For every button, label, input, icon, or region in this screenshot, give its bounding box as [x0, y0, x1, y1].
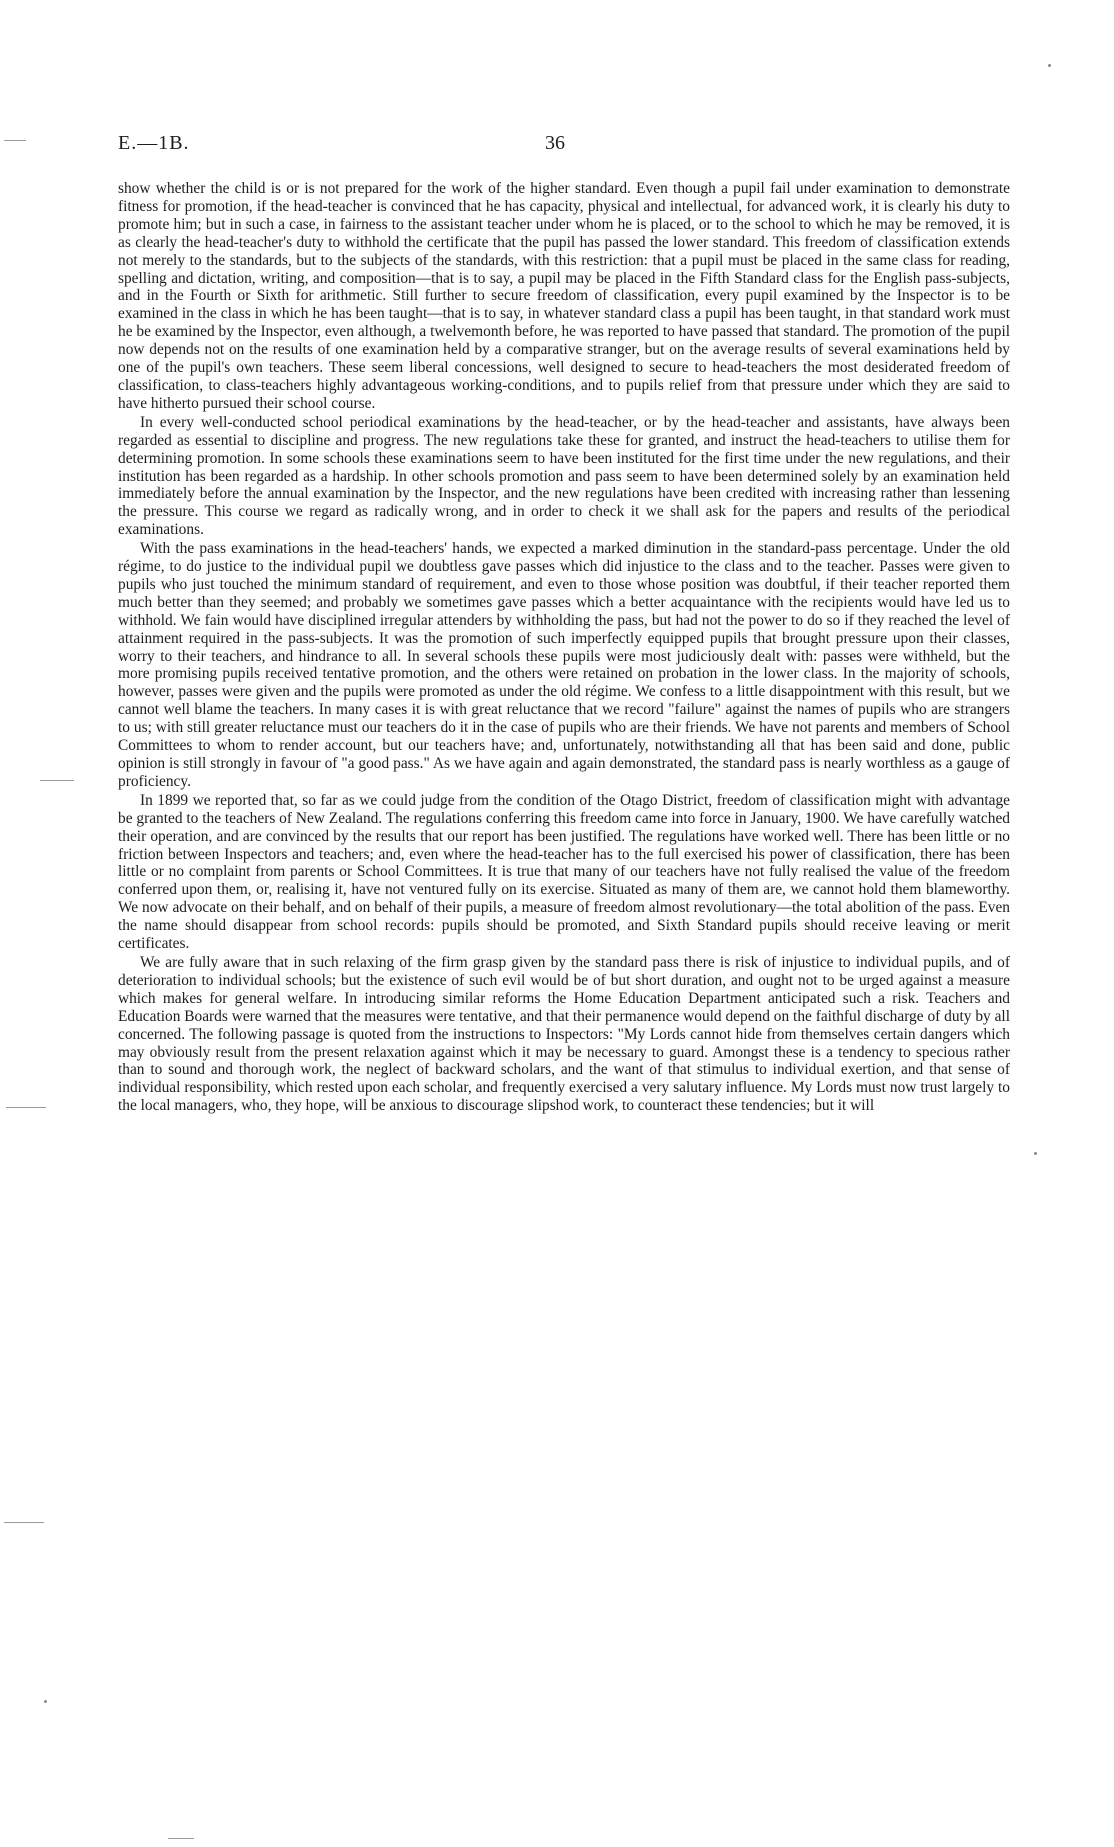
- page-number: 36: [545, 132, 565, 154]
- document-reference: E.—1B.: [118, 132, 190, 154]
- page-header: [0, 132, 1114, 162]
- paragraph: show whether the child is or is not prepared for the work of the higher standard. Even though a pupil fail under examination to demonstrate fitness for promotion, if the head-teacher is convinced that he has capacity, physical and intellectual, for advanced work, it is clearly his duty to promote him; but in such a case, in fairness to the assistant teacher under whom he is placed, or to the school to which he may be removed, it is as clearly the head-teacher's duty to withhold the certificate that the pupil has passed the lower standard. This freedom of classification extends not merely to the standards, but to the subjects of the standards, with this restriction: that a pupil must be placed in the same class for reading, spelling and dictation, writing, and composition—that is to say, a pupil may be placed in the Fifth Standard class for the English pass-subjects, and in the Fourth or Sixth for arithmetic. Still further to secure freedom of classification, every pupil examined by the Inspector is to be examined in the class in which he has been taught—that is to say, in whatever standard class a pupil has been taught, in that standard work must he be examined by the Inspector, even although, a twelvemonth before, he was reported to have passed that standard. The promotion of the pupil now depends not on the results of one examination held by a comparative stranger, but on the average results of several examinations held by one of the pupil's own teachers. These seem liberal concessions, well designed to secure to head-teachers the most desiderated freedom of classification, to class-teachers highly advantageous working-conditions, and to pupils relief from that pressure under which they are said to have hitherto pursued their school course.: [118, 180, 1010, 412]
- margin-mark: [6, 1107, 46, 1108]
- margin-mark: [168, 1838, 194, 1839]
- margin-dot: [1048, 64, 1051, 67]
- margin-mark: [4, 1522, 44, 1523]
- margin-dot: [1034, 1152, 1037, 1155]
- margin-mark: [40, 780, 74, 781]
- paragraph: With the pass examinations in the head-teachers' hands, we expected a marked diminution in the standard-pass percentage. Under the old régime, to do justice to the individual pupil we doubtless gave passes which did injustice to the class and to the teacher. Passes were given to pupils who just touched the minimum standard of requirement, and even to those whose position was doubtful, if their teacher reported them much better than they seemed; and probably we sometimes gave passes which a better acquaintance with the recipients would have led us to withhold. We fain would have disciplined irregular attenders by withholding the pass, but had not the power to do so if they reached the level of attainment required in the pass-subjects. It was the promotion of such imperfectly equipped pupils that brought pressure upon their classes, worry to their teachers, and hindrance to all. In several schools these pupils were most judiciously dealt with: passes were withheld, but the more promising pupils received tentative promotion, and the others were retained on probation in the lower class. In the majority of schools, however, passes were given and the pupils were promoted as under the old régime. We confess to a little disappointment with this result, but we cannot well blame the teachers. In many cases it is with great reluctance that we record "failure" against the names of pupils who are strangers to us; with still greater reluctance must our teachers do it in the case of pupils who are their friends. We have not parents and members of School Committees to whom to render account, but our teachers have; and, unfortunately, notwithstanding all that has been said and done, public opinion is still strongly in favour of "a good pass." As we have again and again demonstrated, the standard pass is nearly worthless as a gauge of proficiency.: [118, 540, 1010, 790]
- margin-dot: [44, 1700, 47, 1703]
- paragraph: We are fully aware that in such relaxing of the firm grasp given by the standard pass there is risk of injustice to individual pupils, and of deterioration to individual schools; but the existence of such evil would be of but short duration, and ought not to be urged against a measure which makes for general welfare. In introducing similar reforms the Home Education Department anticipated such a risk. Teachers and Education Boards were warned that the measures were tentative, and that their permanence would depend on the faithful discharge of duty by all concerned. The following passage is quoted from the instructions to Inspectors: "My Lords cannot hide from themselves certain dangers which may obviously result from the present relaxation against which it may be necessary to guard. Amongst these is a tendency to specious rather than to sound and thorough work, the neglect of backward scholars, and the want of that stimulus to individual exertion, and that sense of individual responsibility, which rested upon each scholar, and frequently exercised a very salutary influence. My Lords must now trust largely to the local managers, who, they hope, will be anxious to discourage slipshod work, to counteract these tendencies; but it will: [118, 953, 1010, 1115]
- paragraph: In every well-conducted school periodical examinations by the head-teacher, or by the head-teacher and assistants, have always been regarded as essential to discipline and progress. The new regulations take these for granted, and instruct the head-teachers to utilise them for determining promotion. In some schools these examinations seem to have been instituted for the first time under the new regulations, and their institution has been regarded as a hardship. In other schools promotion and pass seem to have been determined solely by an examination held immediately before the annual examination by the Inspector, and the new regulations have been credited with increasing rather than lessening the pressure. This course we regard as radically wrong, and in order to check it we shall ask for the papers and results of the periodical examinations.: [118, 413, 1010, 539]
- paragraph: In 1899 we reported that, so far as we could judge from the condition of the Otago District, freedom of classification might with advantage be granted to the teachers of New Zealand. The regulations conferring this freedom came into force in January, 1900. We have carefully watched their operation, and are convinced by the results that our report has been justified. The regulations have worked well. There has been little or no friction between Inspectors and teachers; and, even where the head-teacher has to the full exercised his power of classification, there has been little or no complaint from parents or School Committees. It is true that many of our teachers have not fully realised the value of the freedom conferred upon them, or, realising it, have not ventured fully on its exercise. Situated as many of them are, we cannot hold them blameworthy. We now advocate on their behalf, and on behalf of their pupils, a measure of freedom almost revolutionary—the total abolition of the pass. Even the name should disappear from school records: pupils should be promoted, and Sixth Standard pupils should receive leaving or merit certificates.: [118, 791, 1010, 953]
- body-text: [118, 180, 1010, 1115]
